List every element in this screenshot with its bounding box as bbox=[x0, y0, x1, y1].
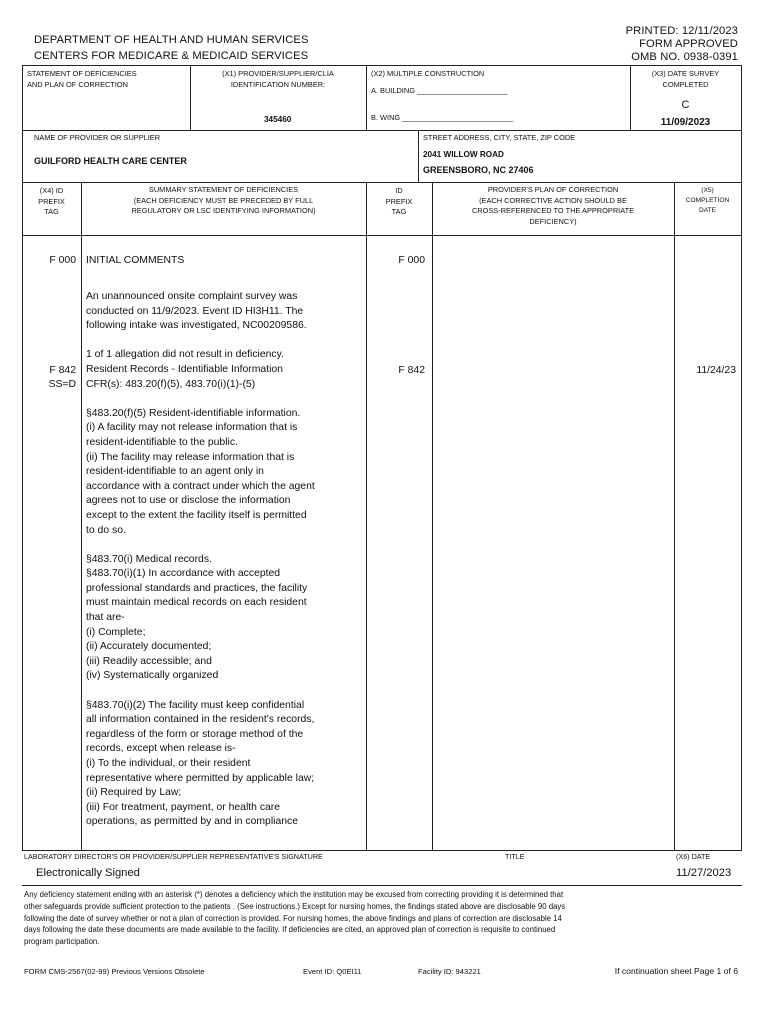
summary-line: to do so. bbox=[86, 524, 126, 536]
summary-line: agrees not to use or disclose the information bbox=[86, 495, 291, 507]
summary-line: §483.70(i)(2) The facility must keep confidential bbox=[86, 699, 305, 711]
summary-line: (ii) The facility may release information that is bbox=[86, 451, 295, 463]
col-divider-summary bbox=[366, 182, 367, 850]
summary-line: §483.70(i)(1) In accordance with accepted bbox=[86, 568, 281, 580]
summary-line: resident-identifiable to the public. bbox=[86, 436, 238, 448]
summary-line: resident-identifiable to an agent only in bbox=[86, 466, 264, 478]
omb-number: OMB NO. 0938-0391 bbox=[631, 51, 738, 63]
x4-header: (X4) ID PREFIX TAG bbox=[38, 186, 65, 216]
divider-x2 bbox=[366, 65, 367, 130]
form-approved: FORM APPROVED bbox=[639, 38, 738, 50]
signature-value: Electronically Signed bbox=[36, 867, 140, 879]
summary-line: must maintain medical records on each resident bbox=[86, 597, 307, 609]
summary-line: (ii) Accurately documented; bbox=[86, 641, 212, 653]
signature-label: LABORATORY DIRECTOR'S OR PROVIDER/SUPPLIER REPRESENTATIVE'S SIGNATURE bbox=[24, 852, 323, 861]
survey-date: 11/09/2023 bbox=[660, 117, 711, 128]
summary-line: §483.20(f)(5) Resident-identifiable information. bbox=[86, 407, 301, 419]
department-name: DEPARTMENT OF HEALTH AND HUMAN SERVICES bbox=[34, 34, 309, 46]
date-label: (X6) DATE bbox=[676, 852, 711, 861]
street-address: 2041 WILLOW ROAD bbox=[423, 150, 504, 159]
event-id: Event ID: Q0EI11 bbox=[303, 967, 362, 976]
provider-id: 345460 bbox=[264, 115, 292, 124]
provider-name: GUILFORD HEALTH CARE CENTER bbox=[34, 156, 187, 166]
disclaimer-line: days following the date these documents are made available to the facility. If deficiencies are cited, an approved plan of correction is requisite to continued bbox=[24, 925, 556, 935]
summary-line: (i) A facility may not release information that is bbox=[86, 422, 298, 434]
summary-line bbox=[86, 538, 364, 553]
x3-label: (X3) DATE SURVEY COMPLETED bbox=[651, 69, 720, 89]
summary-line: all information contained in the resident's records, bbox=[86, 714, 315, 726]
disclaimer-line: program participation. bbox=[24, 937, 100, 947]
top-border bbox=[22, 65, 742, 66]
x2-label: (X2) MULTIPLE CONSTRUCTION bbox=[371, 69, 485, 78]
summary-line: except to the extent the facility itself is permitted bbox=[86, 509, 307, 521]
row-divider-3 bbox=[22, 235, 742, 236]
summary-line: §483.70(i) Medical records. bbox=[86, 553, 212, 565]
summary-line: operations, as permitted by and in compliance bbox=[86, 816, 298, 828]
summary-line: regardless of the form or storage method of the bbox=[86, 728, 304, 740]
summary-line: accordance with a contract under which the agent bbox=[86, 480, 315, 492]
f000-tag: F 000 bbox=[49, 255, 76, 266]
facility-id: Facility ID: 943221 bbox=[418, 967, 481, 976]
row-divider-1 bbox=[22, 130, 742, 131]
row-divider-2 bbox=[22, 182, 742, 183]
summary-line: (i) Complete; bbox=[86, 626, 146, 638]
id-header: ID PREFIX TAG bbox=[385, 186, 413, 216]
summary-text bbox=[86, 290, 364, 830]
summary-line: that are- bbox=[86, 612, 125, 624]
printed-date: PRINTED: 12/11/2023 bbox=[625, 25, 738, 37]
summary-line: (ii) Required by Law; bbox=[86, 787, 182, 799]
f000-tag-right: F 000 bbox=[398, 255, 425, 266]
summary-header: SUMMARY STATEMENT OF DEFICIENCIES (EACH DEFICIENCY MUST BE PRECEDED BY FULL REGULATORY OR LSC IDENTIFYING INFORMATION) bbox=[131, 185, 316, 215]
summary-line bbox=[86, 684, 364, 699]
page-indicator: If continuation sheet Page 1 of 6 bbox=[614, 966, 738, 976]
summary-line bbox=[86, 392, 364, 407]
x1-label: (X1) PROVIDER/SUPPLIER/CLIA IDENTIFICATION NUMBER: bbox=[222, 69, 334, 89]
summary-line: (iv) Systematically organized bbox=[86, 670, 219, 682]
provider-name-label: NAME OF PROVIDER OR SUPPLIER bbox=[34, 133, 161, 142]
f000-title: INITIAL COMMENTS bbox=[86, 255, 185, 266]
f842-completion-date: 11/24/23 bbox=[696, 365, 736, 376]
summary-line: (iii) Readily accessible; and bbox=[86, 655, 212, 667]
survey-code: C bbox=[681, 99, 690, 111]
summary-line: 1 of 1 allegation did not result in deficiency. bbox=[86, 349, 284, 361]
title-label: TITLE bbox=[505, 852, 525, 861]
summary-line: Resident Records - Identifiable Information bbox=[86, 363, 283, 375]
wing-label: B. WING ___________________________ bbox=[371, 113, 514, 122]
plan-header: PROVIDER'S PLAN OF CORRECTION (EACH CORRECTIVE ACTION SHOULD BE CROSS-REFERENCED TO THE APPROPRIATE DEFICIENCY) bbox=[471, 185, 635, 226]
address-label: STREET ADDRESS, CITY, STATE, ZIP CODE bbox=[423, 133, 576, 142]
col-divider-id bbox=[432, 182, 433, 850]
col-divider-plan bbox=[674, 182, 675, 850]
summary-line bbox=[86, 334, 364, 349]
summary-line: following intake was investigated, NC00209586. bbox=[86, 320, 307, 332]
f842-tag: F 842 bbox=[49, 365, 76, 376]
centers-name: CENTERS FOR MEDICARE & MEDICAID SERVICES bbox=[34, 50, 309, 62]
signature-date: 11/27/2023 bbox=[676, 867, 732, 879]
col-divider-x4 bbox=[81, 182, 82, 850]
divider-address bbox=[418, 130, 419, 182]
f842-tag-right: F 842 bbox=[398, 365, 425, 376]
summary-line: CFR(s): 483.20(f)(5), 483.70(i)(1)-(5) bbox=[86, 378, 256, 390]
f842-severity: SS=D bbox=[48, 379, 76, 390]
form-number: FORM CMS-2567(02-99) Previous Versions Obsolete bbox=[24, 967, 205, 976]
summary-line: (i) To the individual, or their resident bbox=[86, 758, 251, 769]
disclaimer-text bbox=[24, 889, 744, 948]
summary-line: records, except when release is- bbox=[86, 743, 236, 755]
summary-line: representative where permitted by applicable law; bbox=[86, 772, 315, 784]
city-state-zip: GREENSBORO, NC 27406 bbox=[423, 165, 534, 175]
summary-line: conducted on 11/9/2023. Event ID HI3H11. The bbox=[86, 305, 304, 317]
summary-line: (iii) For treatment, payment, or health care bbox=[86, 801, 281, 813]
disclaimer-line: following the date of survey whether or not a plan of correction is provided. For nursing homes, the above findings and plans of correction are disclosable 14 bbox=[24, 913, 562, 923]
statement-label: STATEMENT OF DEFICIENCIES AND PLAN OF CORRECTION bbox=[27, 69, 137, 89]
summary-line: professional standards and practices, the facility bbox=[86, 582, 308, 594]
x5-header: (X5) COMPLETION DATE bbox=[685, 187, 730, 214]
disclaimer-line: Any deficiency statement ending with an asterisk (*) denotes a deficiency which the institution may be excused from correcting providing it is determined that bbox=[24, 890, 564, 899]
disclaimer-line: other safeguards provide sufficient protection to the patients . (See instructions.) Except for nursing homes, the findings stated above are disclosable 90 days bbox=[24, 901, 566, 911]
summary-line: An unannounced onsite complaint survey was bbox=[86, 291, 298, 302]
row-divider-bottom bbox=[22, 885, 742, 886]
building-label: A. BUILDING ______________________ bbox=[371, 86, 508, 95]
row-divider-signature bbox=[22, 850, 742, 851]
